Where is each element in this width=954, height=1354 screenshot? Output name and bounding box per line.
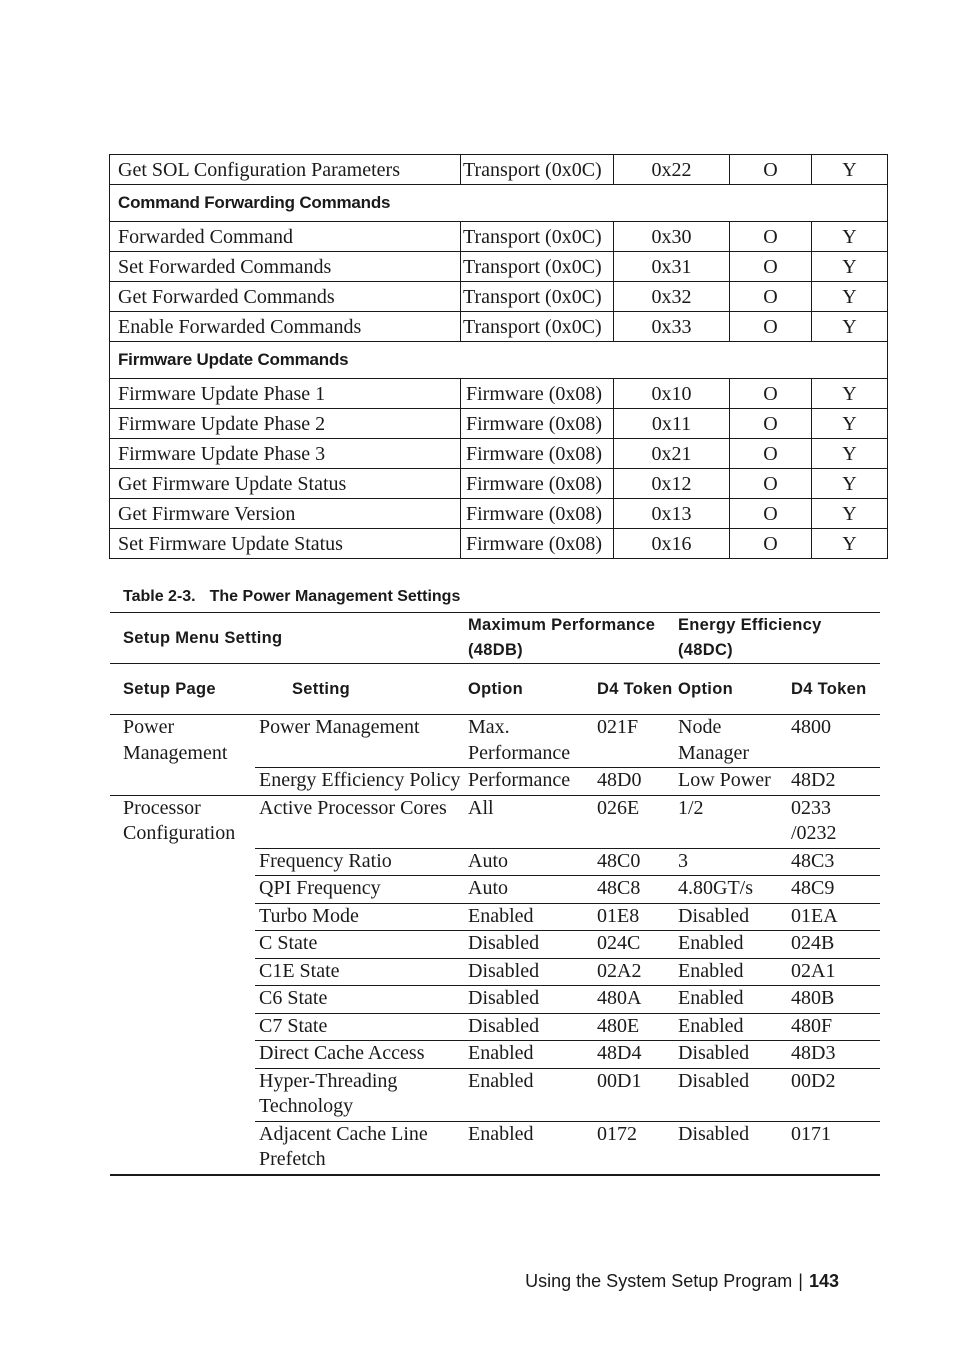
command-supported: Y (812, 379, 888, 409)
command-name: Forwarded Command (110, 222, 461, 252)
command-code: 0x21 (614, 439, 730, 469)
command-requirement: O (730, 409, 812, 439)
table-caption (123, 588, 460, 606)
header-energy-efficiency: Energy Efficiency (48DC) (678, 616, 822, 659)
energy-efficiency-option: 4.80GT/s (678, 876, 791, 904)
max-performance-option: Enabled (468, 1068, 597, 1121)
setting-row (110, 795, 880, 848)
energy-efficiency-option: Disabled (678, 1068, 791, 1121)
command-supported: Y (812, 529, 888, 559)
max-performance-token: 48C8 (597, 876, 678, 904)
energy-efficiency-token: 0233 /0232 (791, 795, 880, 848)
max-performance-option: Enabled (468, 903, 597, 931)
command-name: Get Firmware Version (110, 499, 461, 529)
energy-efficiency-token: 48D3 (791, 1041, 880, 1069)
energy-efficiency-option: Low Power (678, 768, 791, 796)
energy-efficiency-token: 48D2 (791, 768, 880, 796)
energy-efficiency-token: 00D2 (791, 1068, 880, 1121)
energy-efficiency-token: 024B (791, 931, 880, 959)
command-netfn: Transport (0x0C) (461, 252, 614, 282)
section-row (110, 342, 888, 379)
command-supported: Y (812, 252, 888, 282)
command-code: 0x31 (614, 252, 730, 282)
max-performance-option: All (468, 795, 597, 848)
max-performance-option: Auto (468, 876, 597, 904)
setting-name: C State (255, 931, 468, 959)
header-max-d4-token: D4 Token (597, 664, 678, 715)
command-netfn: Firmware (0x08) (461, 529, 614, 559)
footer-section-title: Using the System Setup Program (525, 1271, 793, 1291)
command-code: 0x33 (614, 312, 730, 342)
command-row (110, 529, 888, 559)
command-code: 0x32 (614, 282, 730, 312)
max-performance-option: Disabled (468, 1013, 597, 1041)
command-name: Set Firmware Update Status (110, 529, 461, 559)
section-title: Command Forwarding Commands (110, 185, 888, 222)
ipmi-command-table-body (110, 155, 888, 559)
command-requirement: O (730, 282, 812, 312)
command-requirement: O (730, 469, 812, 499)
setting-name: Direct Cache Access (255, 1041, 468, 1069)
command-row (110, 499, 888, 529)
max-performance-option: Disabled (468, 958, 597, 986)
command-supported: Y (812, 222, 888, 252)
energy-efficiency-option: Disabled (678, 903, 791, 931)
command-supported: Y (812, 282, 888, 312)
energy-efficiency-option: 3 (678, 848, 791, 876)
command-name: Firmware Update Phase 2 (110, 409, 461, 439)
power-management-table (110, 612, 880, 1176)
setting-name: Adjacent Cache Line Prefetch (259, 1122, 428, 1170)
setting-name: Turbo Mode (255, 903, 468, 931)
setting-name: Hyper-Threading Technology (255, 1068, 468, 1121)
command-supported: Y (812, 439, 888, 469)
energy-efficiency-token: 48C3 (791, 848, 880, 876)
table-caption-label: Table 2-3. (123, 588, 196, 605)
command-code: 0x10 (614, 379, 730, 409)
max-performance-token: 021F (597, 715, 678, 768)
command-code: 0x12 (614, 469, 730, 499)
energy-efficiency-option: Enabled (678, 931, 791, 959)
command-row (110, 155, 888, 185)
command-requirement: O (730, 499, 812, 529)
command-row (110, 409, 888, 439)
energy-efficiency-token: 02A1 (791, 958, 880, 986)
footer-separator: | (798, 1271, 803, 1291)
page-footer (525, 1271, 839, 1292)
command-row (110, 439, 888, 469)
energy-efficiency-token: 480B (791, 986, 880, 1014)
max-performance-token: 026E (597, 795, 678, 848)
command-name: Enable Forwarded Commands (110, 312, 461, 342)
energy-efficiency-token: 01EA (791, 903, 880, 931)
header-setting: Setting (255, 664, 468, 715)
max-performance-token: 48D4 (597, 1041, 678, 1069)
command-name: Firmware Update Phase 3 (110, 439, 461, 469)
energy-efficiency-option: Enabled (678, 958, 791, 986)
command-name: Set Forwarded Commands (110, 252, 461, 282)
header-setup-menu-setting: Setup Menu Setting (123, 628, 283, 647)
command-requirement: O (730, 222, 812, 252)
max-performance-option: Max. Performance (468, 715, 597, 768)
max-performance-option: Disabled (468, 986, 597, 1014)
command-netfn: Transport (0x0C) (461, 222, 614, 252)
energy-efficiency-option: 1/2 (678, 795, 791, 848)
header-max-option: Option (468, 664, 597, 715)
command-code: 0x11 (614, 409, 730, 439)
setting-row (110, 715, 880, 768)
max-performance-token: 48D0 (597, 768, 678, 796)
setup-page-cell: Power Management (110, 715, 255, 796)
command-requirement: O (730, 439, 812, 469)
setting-name: Frequency Ratio (255, 848, 468, 876)
command-row (110, 252, 888, 282)
setting-name: Active Processor Cores (255, 795, 468, 848)
setting-name: Energy Efficiency Policy (255, 768, 468, 796)
header-eff-d4-token: D4 Token (791, 664, 880, 715)
max-performance-option: Enabled (468, 1041, 597, 1069)
energy-efficiency-token: 4800 (791, 715, 880, 768)
header-max-performance: Maximum Performance (48DB) (468, 616, 656, 659)
section-row (110, 185, 888, 222)
command-netfn: Transport (0x0C) (461, 155, 614, 185)
command-code: 0x30 (614, 222, 730, 252)
section-title: Firmware Update Commands (110, 342, 888, 379)
command-netfn: Transport (0x0C) (461, 312, 614, 342)
setting-name: QPI Frequency (255, 876, 468, 904)
command-requirement: O (730, 379, 812, 409)
setting-name: C1E State (255, 958, 468, 986)
command-supported: Y (812, 469, 888, 499)
command-netfn: Firmware (0x08) (461, 439, 614, 469)
header-eff-option: Option (678, 664, 791, 715)
command-requirement: O (730, 155, 812, 185)
command-requirement: O (730, 312, 812, 342)
energy-efficiency-option: Node Manager (678, 715, 791, 768)
max-performance-token: 48C0 (597, 848, 678, 876)
header-row-2 (110, 664, 880, 715)
command-netfn: Firmware (0x08) (461, 379, 614, 409)
command-row (110, 379, 888, 409)
command-code: 0x22 (614, 155, 730, 185)
max-performance-token: 480E (597, 1013, 678, 1041)
command-netfn: Firmware (0x08) (461, 409, 614, 439)
command-name: Get SOL Configuration Parameters (110, 155, 461, 185)
command-requirement: O (730, 529, 812, 559)
max-performance-token: 00D1 (597, 1068, 678, 1121)
energy-efficiency-option: Enabled (678, 986, 791, 1014)
header-setup-page: Setup Page (110, 664, 255, 715)
max-performance-option: Enabled (468, 1122, 534, 1145)
command-netfn: Firmware (0x08) (461, 499, 614, 529)
command-row (110, 282, 888, 312)
command-name: Get Forwarded Commands (110, 282, 461, 312)
command-netfn: Transport (0x0C) (461, 282, 614, 312)
setting-name: C6 State (255, 986, 468, 1014)
max-performance-option: Performance (468, 768, 597, 796)
setting-name: C7 State (255, 1013, 468, 1041)
command-code: 0x16 (614, 529, 730, 559)
energy-efficiency-option: Enabled (678, 1013, 791, 1041)
table-caption-title: The Power Management Settings (209, 588, 461, 605)
command-row (110, 312, 888, 342)
energy-efficiency-token: 48C9 (791, 876, 880, 904)
command-netfn: Firmware (0x08) (461, 469, 614, 499)
setup-page-cell: Processor Configuration (110, 795, 255, 1175)
header-row-1 (110, 613, 880, 664)
energy-efficiency-option: Disabled (678, 1041, 791, 1069)
command-code: 0x13 (614, 499, 730, 529)
command-supported: Y (812, 312, 888, 342)
max-performance-option: Auto (468, 848, 597, 876)
max-performance-token: 024C (597, 931, 678, 959)
energy-efficiency-token: 480F (791, 1013, 880, 1041)
command-row (110, 469, 888, 499)
command-name: Get Firmware Update Status (110, 469, 461, 499)
max-performance-token: 480A (597, 986, 678, 1014)
max-performance-token: 01E8 (597, 903, 678, 931)
command-requirement: O (730, 252, 812, 282)
max-performance-option: Disabled (468, 931, 597, 959)
page-number: 143 (808, 1271, 839, 1291)
energy-efficiency-option: Disabled (678, 1122, 750, 1145)
command-supported: Y (812, 499, 888, 529)
command-name: Firmware Update Phase 1 (110, 379, 461, 409)
energy-efficiency-token: 0171 (791, 1122, 831, 1145)
command-row (110, 222, 888, 252)
ipmi-command-table (109, 154, 888, 559)
command-supported: Y (812, 409, 888, 439)
power-management-table-body (110, 715, 880, 1175)
setting-name: Power Management (255, 715, 468, 768)
max-performance-token: 0172 (597, 1122, 637, 1145)
max-performance-token: 02A2 (597, 958, 678, 986)
command-supported: Y (812, 155, 888, 185)
